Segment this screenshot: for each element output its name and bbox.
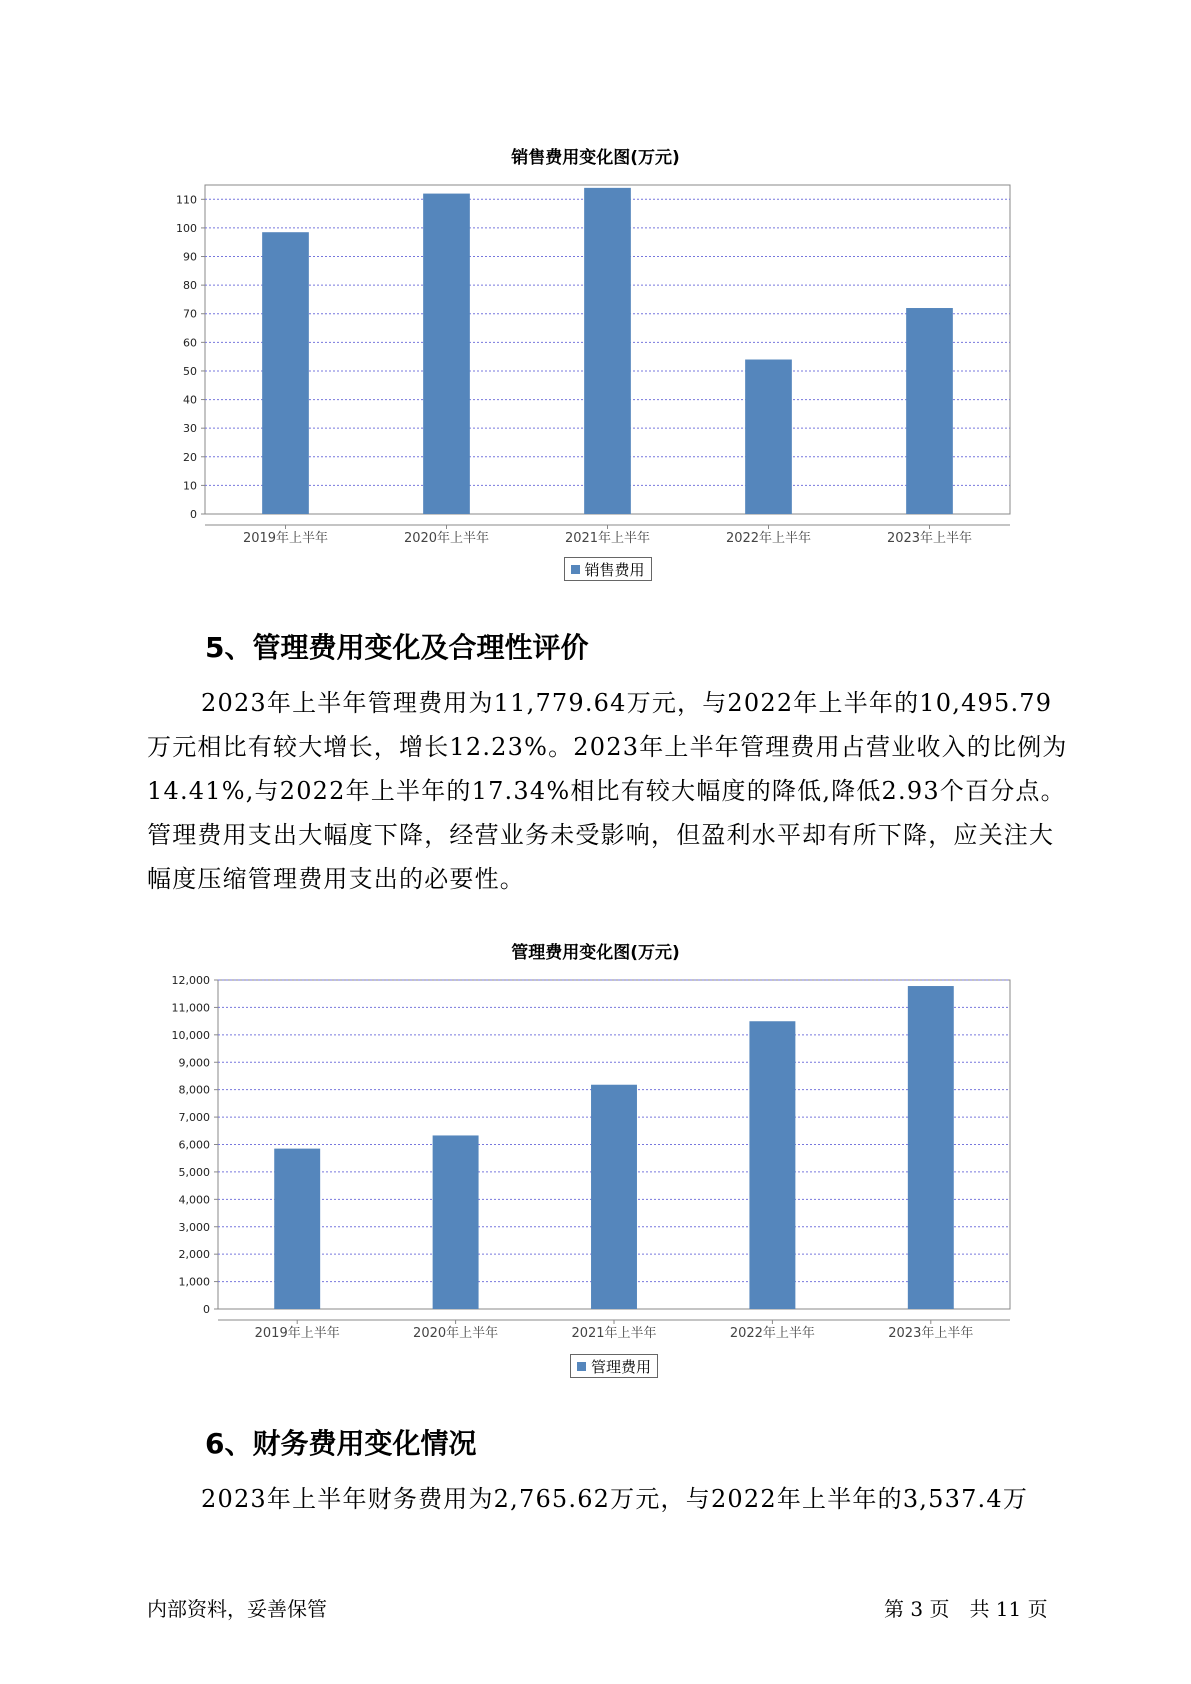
page-number: 第 3 页 共 11 页 [884,1597,1048,1621]
y-tick-label: 60 [183,336,197,350]
x-tick-label: 2019年上半年 [242,531,329,546]
x-tick-label: 2021年上半年 [564,531,651,546]
footer-left: 内部资料，妥善保管 [147,1597,327,1621]
y-tick-label: 50 [183,364,197,378]
bar [274,1149,320,1309]
x-tick-label: 2020年上半年 [413,1326,499,1341]
y-tick-label: 80 [183,279,197,293]
y-tick-label: 8,000 [178,1083,210,1097]
bar [908,986,954,1309]
y-tick-label: 0 [203,1303,210,1316]
y-tick-label: 3,000 [178,1220,210,1234]
bar [433,1135,479,1309]
y-tick-label: 110 [176,193,197,207]
y-tick-label: 2,000 [178,1248,210,1262]
x-tick-label: 2020年上半年 [403,531,490,546]
x-tick-label: 2023年上半年 [886,531,973,546]
bar [749,1021,795,1309]
y-tick-label: 70 [183,307,197,321]
y-tick-label: 100 [176,221,197,235]
y-tick-label: 20 [183,450,197,464]
legend-label: 销售费用 [584,561,645,579]
x-tick-label: 2022年上半年 [725,531,812,546]
y-tick-label: 7,000 [178,1111,210,1125]
y-tick-label: 30 [183,422,197,436]
chart-legend [570,1354,658,1378]
y-tick-label: 10 [183,479,197,493]
y-tick-label: 12,000 [171,974,210,987]
y-tick-label: 40 [183,393,197,407]
y-tick-label: 9,000 [178,1056,210,1070]
x-tick-label: 2021年上半年 [571,1326,657,1341]
y-tick-label: 10,000 [171,1028,210,1042]
y-tick-label: 5,000 [178,1165,210,1179]
y-tick-label: 90 [183,250,197,264]
y-tick-label: 6,000 [178,1138,210,1152]
section-heading: 5、管理费用变化及合理性评价 [205,631,589,664]
legend-swatch [577,1362,586,1371]
x-tick-label: 2022年上半年 [729,1326,815,1341]
body-paragraph: 2023年上半年管理费用为11,779.64万元，与2022年上半年的10,495.79万元相比有较大增长，增长12.23%。2023年上半年管理费用占营业收入的比例为14.41%,与2022年上半年的17.34%相比有较大幅度的降低,降低2.93个百分点。管理费用支出大幅度下降，经营业务未受影响，但盈利水平却有所下降，应关注大幅度压缩管理费用支出的必要性。 [147,689,1068,893]
y-tick-label: 4,000 [178,1193,210,1207]
y-tick-label: 1,000 [178,1275,210,1289]
x-tick-label: 2019年上半年 [254,1326,340,1341]
y-tick-label: 11,000 [171,1001,210,1015]
section-heading: 6、财务费用变化情况 [205,1427,477,1460]
x-tick-label: 2023年上半年 [888,1326,974,1341]
chart-title: 管理费用变化图(万元) [511,943,680,963]
legend-label: 管理费用 [591,1358,652,1376]
body-paragraph: 2023年上半年财务费用为2,765.62万元，与2022年上半年的3,537.4万 [201,1485,1029,1513]
y-tick-label: 0 [190,508,197,521]
bar [591,1085,637,1309]
chart-title: 销售费用变化图(万元) [511,148,680,168]
